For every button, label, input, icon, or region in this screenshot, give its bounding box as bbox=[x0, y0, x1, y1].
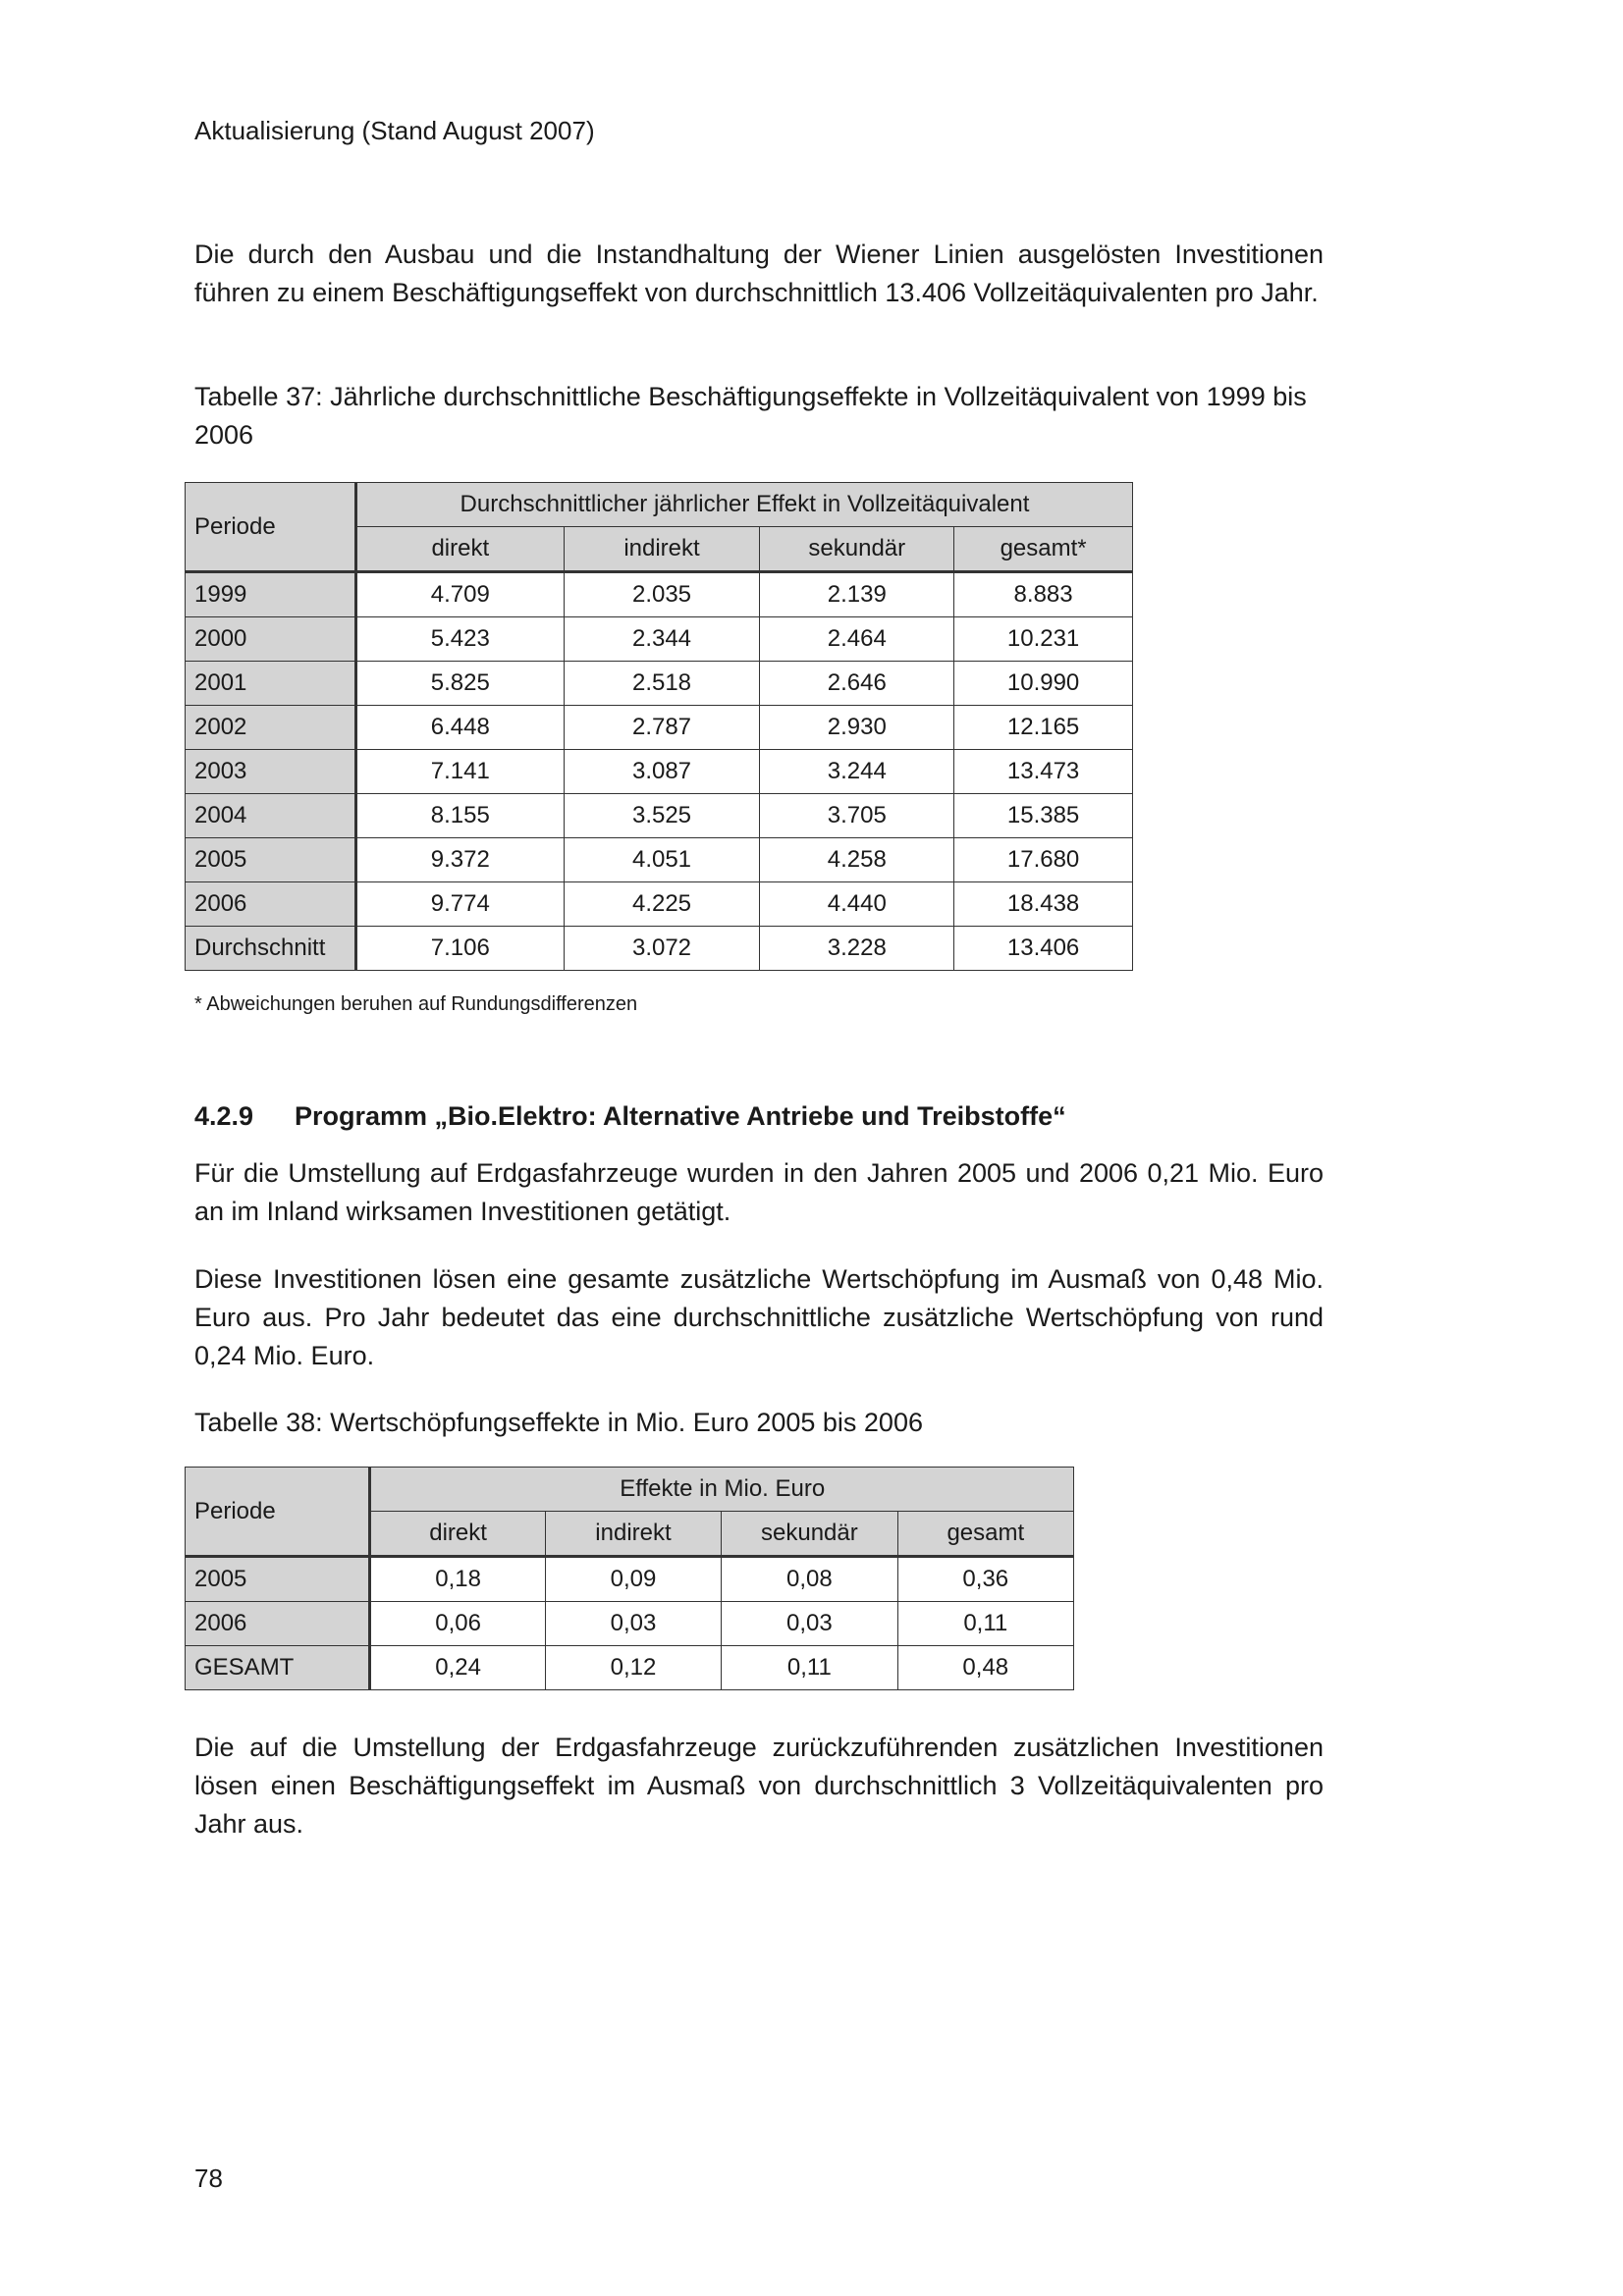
table-37 bbox=[185, 482, 1133, 971]
cell: 0,03 bbox=[722, 1602, 897, 1646]
section-heading bbox=[194, 1101, 1066, 1132]
cell: 2.646 bbox=[760, 662, 954, 706]
cell: 10.990 bbox=[954, 662, 1133, 706]
cell: 2.787 bbox=[564, 706, 760, 750]
cell: 4.440 bbox=[760, 882, 954, 927]
cell: 0,36 bbox=[897, 1557, 1073, 1602]
table-38-group-header: Effekte in Mio. Euro bbox=[370, 1468, 1074, 1512]
table-row bbox=[186, 838, 1133, 882]
table-row bbox=[186, 662, 1133, 706]
table-37-col-header: sekundär bbox=[760, 527, 954, 572]
cell: 10.231 bbox=[954, 617, 1133, 662]
cell: 5.423 bbox=[355, 617, 564, 662]
cell: 8.155 bbox=[355, 794, 564, 838]
cell: 4.051 bbox=[564, 838, 760, 882]
cell: 0,09 bbox=[545, 1557, 721, 1602]
table-38-col-header: sekundär bbox=[722, 1512, 897, 1557]
running-header: Aktualisierung (Stand August 2007) bbox=[194, 116, 595, 145]
cell: 3.525 bbox=[564, 794, 760, 838]
table-row bbox=[186, 617, 1133, 662]
table-row bbox=[186, 750, 1133, 794]
cell: 13.406 bbox=[954, 927, 1133, 971]
cell: 13.473 bbox=[954, 750, 1133, 794]
cell: 7.106 bbox=[355, 927, 564, 971]
row-label: 2006 bbox=[186, 882, 356, 927]
row-label: 2006 bbox=[186, 1602, 370, 1646]
cell: 4.225 bbox=[564, 882, 760, 927]
table-38-col-header: indirekt bbox=[545, 1512, 721, 1557]
table-37-footnote: * Abweichungen beruhen auf Rundungsdifferenzen bbox=[194, 993, 638, 1015]
page-number: 78 bbox=[194, 2163, 223, 2193]
cell: 2.518 bbox=[564, 662, 760, 706]
row-label: 2002 bbox=[186, 706, 356, 750]
row-label: 2000 bbox=[186, 617, 356, 662]
table-37-col-header: gesamt* bbox=[954, 527, 1133, 572]
cell: 2.344 bbox=[564, 617, 760, 662]
cell: 3.705 bbox=[760, 794, 954, 838]
cell: 0,03 bbox=[545, 1602, 721, 1646]
cell: 5.825 bbox=[355, 662, 564, 706]
cell: 6.448 bbox=[355, 706, 564, 750]
table-row bbox=[186, 1602, 1074, 1646]
table-37-col-header: indirekt bbox=[564, 527, 760, 572]
table-37-caption: Tabelle 37: Jährliche durchschnittliche Beschäftigungseffekte in Vollzeitäquivalent von 1999 bis 2006 bbox=[194, 382, 1307, 450]
cell: 4.258 bbox=[760, 838, 954, 882]
paragraph-value-added: Diese Investitionen lösen eine gesamte zusätzliche Wertschöpfung im Ausmaß von 0,48 Mio. Euro aus. Pro Jahr bedeutet das eine durchschnittliche zusätzliche Wertschöpfung von rund 0,24 Mio. Euro. bbox=[194, 1264, 1324, 1370]
row-label: 2003 bbox=[186, 750, 356, 794]
row-label: 1999 bbox=[186, 572, 356, 617]
cell: 2.035 bbox=[564, 572, 760, 617]
row-label: 2005 bbox=[186, 1557, 370, 1602]
cell: 3.072 bbox=[564, 927, 760, 971]
cell: 0,06 bbox=[370, 1602, 545, 1646]
cell: 0,08 bbox=[722, 1557, 897, 1602]
table-row bbox=[186, 572, 1133, 617]
cell: 7.141 bbox=[355, 750, 564, 794]
section-title: Programm „Bio.Elektro: Alternative Antriebe und Treibstoffe“ bbox=[295, 1101, 1066, 1131]
table-row bbox=[186, 1557, 1074, 1602]
row-label: 2005 bbox=[186, 838, 356, 882]
cell: 3.244 bbox=[760, 750, 954, 794]
table-37-group-header: Durchschnittlicher jährlicher Effekt in Vollzeitäquivalent bbox=[355, 483, 1132, 527]
paragraph-investment: Für die Umstellung auf Erdgasfahrzeuge wurden in den Jahren 2005 und 2006 0,21 Mio. Euro an im Inland wirksamen Investitionen getätigt. bbox=[194, 1158, 1324, 1226]
cell: 0,24 bbox=[370, 1646, 545, 1690]
table-row bbox=[186, 882, 1133, 927]
cell: 0,18 bbox=[370, 1557, 545, 1602]
cell: 2.930 bbox=[760, 706, 954, 750]
row-label: GESAMT bbox=[186, 1646, 370, 1690]
cell: 0,12 bbox=[545, 1646, 721, 1690]
row-label: 2001 bbox=[186, 662, 356, 706]
paragraph-employment-gas-vehicles: Die auf die Umstellung der Erdgasfahrzeuge zurückzuführenden zusätzlichen Investitionen lösen einen Beschäftigungseffekt im Ausmaß von durchschnittlich 3 Vollzeitäquivalenten pro Jahr aus. bbox=[194, 1733, 1324, 1839]
table-row bbox=[186, 794, 1133, 838]
cell: 0,11 bbox=[722, 1646, 897, 1690]
table-row bbox=[186, 927, 1133, 971]
cell: 3.087 bbox=[564, 750, 760, 794]
table-38-caption: Tabelle 38: Wertschöpfungseffekte in Mio. Euro 2005 bis 2006 bbox=[194, 1408, 923, 1437]
table-row bbox=[186, 706, 1133, 750]
cell: 0,11 bbox=[897, 1602, 1073, 1646]
row-label: 2004 bbox=[186, 794, 356, 838]
cell: 3.228 bbox=[760, 927, 954, 971]
cell: 18.438 bbox=[954, 882, 1133, 927]
table-row bbox=[186, 1646, 1074, 1690]
row-label: Durchschnitt bbox=[186, 927, 356, 971]
cell: 9.774 bbox=[355, 882, 564, 927]
table-38-period-header: Periode bbox=[186, 1468, 370, 1557]
cell: 0,48 bbox=[897, 1646, 1073, 1690]
table-38-col-header: gesamt bbox=[897, 1512, 1073, 1557]
cell: 9.372 bbox=[355, 838, 564, 882]
cell: 15.385 bbox=[954, 794, 1133, 838]
table-38-col-header: direkt bbox=[370, 1512, 545, 1557]
table-38 bbox=[185, 1467, 1074, 1690]
cell: 2.139 bbox=[760, 572, 954, 617]
cell: 12.165 bbox=[954, 706, 1133, 750]
table-37-period-header: Periode bbox=[186, 483, 356, 572]
cell: 4.709 bbox=[355, 572, 564, 617]
cell: 8.883 bbox=[954, 572, 1133, 617]
section-number: 4.2.9 bbox=[194, 1101, 254, 1131]
cell: 2.464 bbox=[760, 617, 954, 662]
paragraph-employment-effect: Die durch den Ausbau und die Instandhaltung der Wiener Linien ausgelösten Investitionen führen zu einem Beschäftigungseffekt von durchschnittlich 13.406 Vollzeitäquivalenten pro Jahr. bbox=[194, 240, 1324, 307]
cell: 17.680 bbox=[954, 838, 1133, 882]
table-37-col-header: direkt bbox=[355, 527, 564, 572]
